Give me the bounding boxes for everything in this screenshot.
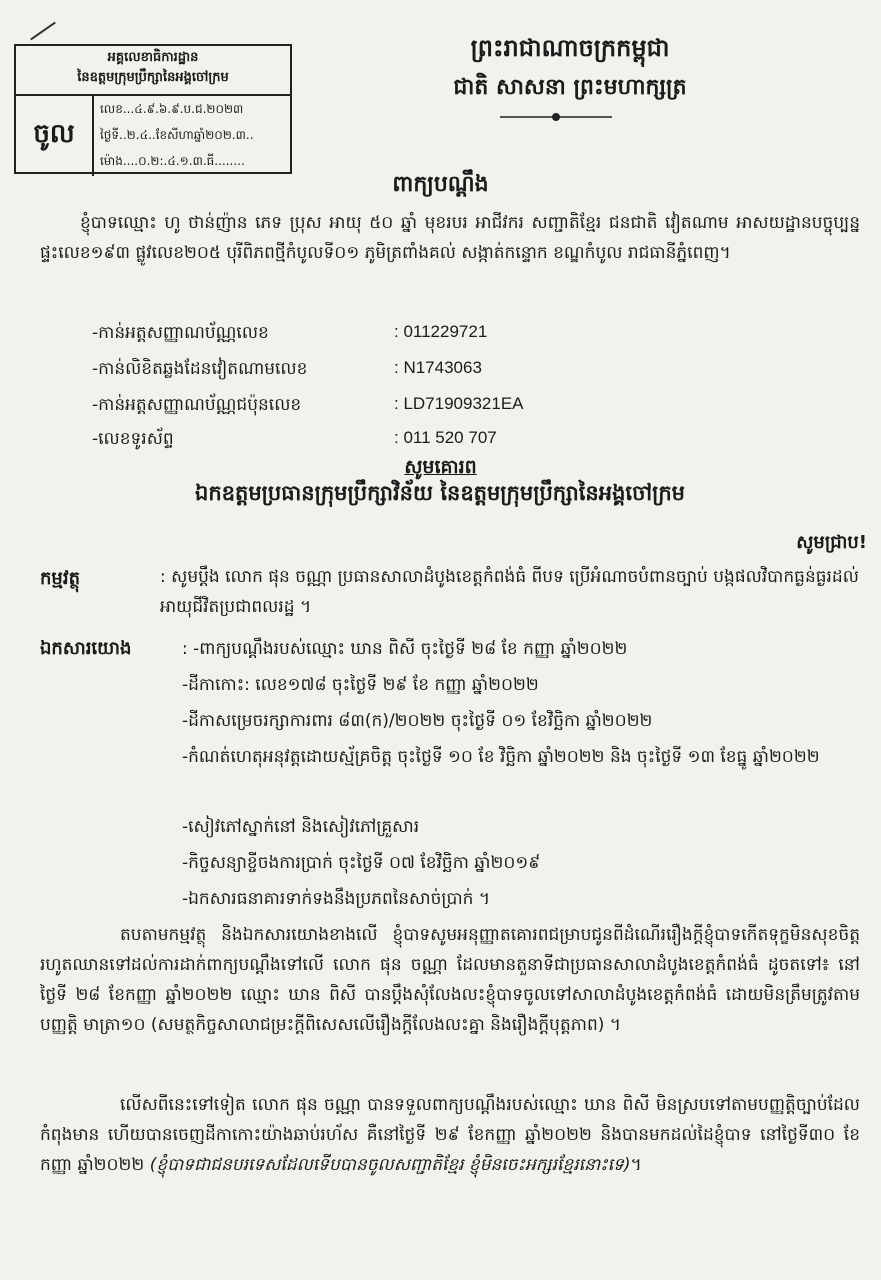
subject-text: : សូមប្ដឹង លោក ផុន ចណ្ណា ប្រធានសាលាដំបូងខេត្តកំពង់ធំ ពីបទ ប្រើអំណាចបំពានច្បាប់ បង្កផលវិបាកធ្ងន់ធ្ងរដល់អាយុជីវិតប្រជាពលរដ្ឋ ។: [160, 567, 859, 617]
references-label: ឯកសារយោង: [40, 638, 132, 659]
para2-end: ។: [630, 1155, 642, 1175]
pen-mark: [30, 22, 56, 41]
info-value-phone: : 011 520 707: [394, 428, 497, 447]
subject-label: កម្មវត្ថុ: [40, 568, 80, 589]
intro-paragraph: ខ្ញុំបាទឈ្មោះ ហូ ថាន់ញ៉ាន ភេទ ប្រុស អាយុ ៥០ ឆ្នាំ មុខរបរ អាជីវករ សញ្ជាតិខ្មែរ ជនជាតិ វៀតណាម អាសយដ្ឋានបច្ចុប្បន្ន ផ្ទះលេខ១៩៣ ផ្លូវលេខ២០៥ បុរីពិភពថ្មីកំបូលទី០១ ភូមិត្រពាំងគល់ សង្កាត់កន្ទោក ខណ្ឌកំបូល រាជធានីភ្នំពេញ។: [40, 213, 860, 263]
stamp-head-line2: នៃឧត្តមក្រុមប្រឹក្សានៃអង្គចៅក្រម: [77, 70, 229, 85]
stamp-fields: [94, 96, 290, 176]
stamp-time: ម៉ោង....០.២:.៤.១.៣.ធី........: [100, 154, 245, 168]
reference-item: : -ពាក្យបណ្ដឹងរបស់ឈ្មោះ ឃាន ពិសី ចុះថ្ងៃទី ២៨ ខែ កញ្ញា ឆ្នាំ២០២២: [182, 639, 628, 659]
info-value-id: : 011229721: [394, 322, 488, 341]
info-label-japan-id: -កាន់អត្តសញ្ញាណប័ណ្ណជប៉ុនលេខ: [92, 395, 302, 415]
body-paragraph-2: [40, 1090, 860, 1180]
kingdom-header: [320, 28, 820, 108]
addressee: ឯកឧត្តមប្រធានក្រុមប្រឹក្សាវិន័យ នៃឧត្តមក្រុមប្រឹក្សានៃអង្គចៅក្រម: [195, 481, 685, 505]
respect-text: សូមគោរព: [404, 456, 477, 478]
reference-item: -ដីកាកោះ: លេខ១៧៨ ចុះថ្ងៃទី ២៩ ខែ កញ្ញា ឆ្នាំ២០២២: [182, 675, 539, 695]
stamp-head-line1: អគ្គលេខាធិការដ្ឋាន: [107, 50, 199, 65]
kingdom-motto: ជាតិ សាសនា ព្រះមហាក្សត្រ: [453, 75, 687, 100]
document-title: ពាក្យបណ្ដឹង: [392, 172, 489, 197]
stamp-number: លេខ...៤.៩.៦.៩.ប.ជ.២០២៣: [100, 102, 244, 116]
info-label-phone: -លេខទូរស័ព្ទ: [92, 429, 174, 449]
stamp-body: [16, 96, 290, 176]
reference-item: -កំណត់ហេតុអនុវត្តដោយស្ម័គ្រចិត្ត ចុះថ្ងៃទី ១០ ខែ វិច្ឆិកា ឆ្នាំ២០២២ និង ចុះថ្ងៃទី ១៣ ខែធ្នូ ឆ្នាំ២០២២: [182, 747, 820, 767]
body-paragraph-1: តបតាមកម្មវត្ថុ និងឯកសារយោងខាងលើ ខ្ញុំបាទសូមអនុញ្ញាតគោរពជម្រាបជូនពីដំណើររឿងក្តីខ្ញុំបាទកើតទុក្ខមិនសុខចិត្តរហូតឈានទៅដល់ការដាក់ពាក្យបណ្ដឹងទៅលើ លោក ផុន ចណ្ណា ដែលមានតួនាទីជាប្រធានសាលាដំបូងខេត្តកំពង់ធំ ដូចតទៅ៖ នៅថ្ងៃទី ២៨ ខែកញ្ញា ឆ្នាំ២០២២ ឈ្មោះ ឃាន ពិសី បានប្ដឹងសុំលែងលះខ្ញុំបាទចូលទៅសាលាដំបូងខេត្តកំពង់ធំ ដោយមិនត្រឹមត្រូវតាមបញ្ញត្តិ មាត្រា១០ (សមត្ថកិច្ចសាលាជម្រះក្តីពិសេសលើរឿងក្តីលែងលះគ្នា និងរឿងក្តីបុត្តភាព) ។: [40, 925, 860, 1035]
respect-line: [0, 455, 881, 483]
reference-item: -ឯកសារធនាគារទាក់ទងនឹងប្រភពនៃសាច់ប្រាក់ ។: [182, 889, 491, 909]
info-label-id: -កាន់អត្តសញ្ញាណប័ណ្ណលេខ: [92, 323, 269, 343]
info-label-passport: -កាន់លិខិតឆ្លងដែនវៀតណាមលេខ: [92, 359, 308, 379]
stamp-header: [16, 46, 290, 96]
reference-item: -ដីកាសម្រេចរក្សាការពារ ៨៣(ក)/២០២២ ចុះថ្ងៃទី ០១ ខែវិច្ឆិកា ឆ្នាំ២០២២: [182, 711, 653, 731]
para2-text: លើសពីនេះទៅទៀត លោក ផុន ចណ្ណា បានទទួលពាក្យបណ្ដឹងរបស់ឈ្មោះ ឃាន ពិសី មិនស្របទៅតាមបញ្ញត្តិច្បាប់ដែលកំពុងមាន ហើយបានចេញដីកាកោះយ៉ាងឆាប់រហ័ស គឺនៅថ្ងៃទី ២៩ ខែកញ្ញា ឆ្នាំ២០២២ និងបានមកដល់ដៃខ្ញុំបាទ នៅថ្ងៃទី៣០ ខែកញ្ញា ឆ្នាំ២០២២: [40, 1095, 860, 1175]
para2-italic-note: (ខ្ញុំបាទជាជនបរទេសដែលទើបបានចូលសញ្ជាតិខ្មែរ ខ្ញុំមិនចេះអក្សរខ្មែរនោះទេ): [149, 1155, 631, 1175]
info-value-japan-id: : LD71909321EA: [394, 394, 524, 413]
stamp-date: ថ្ងៃទី..២.៤..ខែសីហាឆ្នាំ២០២.៣..: [100, 128, 254, 142]
stamp-received-label: ចូល: [16, 96, 94, 176]
for-information: សូមជ្រាប!: [796, 532, 867, 553]
received-stamp: [14, 44, 292, 174]
kingdom-title: ព្រះរាជាណាចក្រកម្ពុជា: [470, 34, 670, 62]
ornament-divider: [500, 110, 612, 124]
reference-item: -កិច្ចសន្យាខ្ចីចងការប្រាក់ ចុះថ្ងៃទី ០៧ ខែវិច្ឆិកា ឆ្នាំ២០១៩: [182, 853, 541, 873]
reference-item: -សៀវភៅស្នាក់នៅ និងសៀវភៅគ្រួសារ: [182, 817, 420, 837]
info-value-passport: : N1743063: [394, 358, 482, 377]
